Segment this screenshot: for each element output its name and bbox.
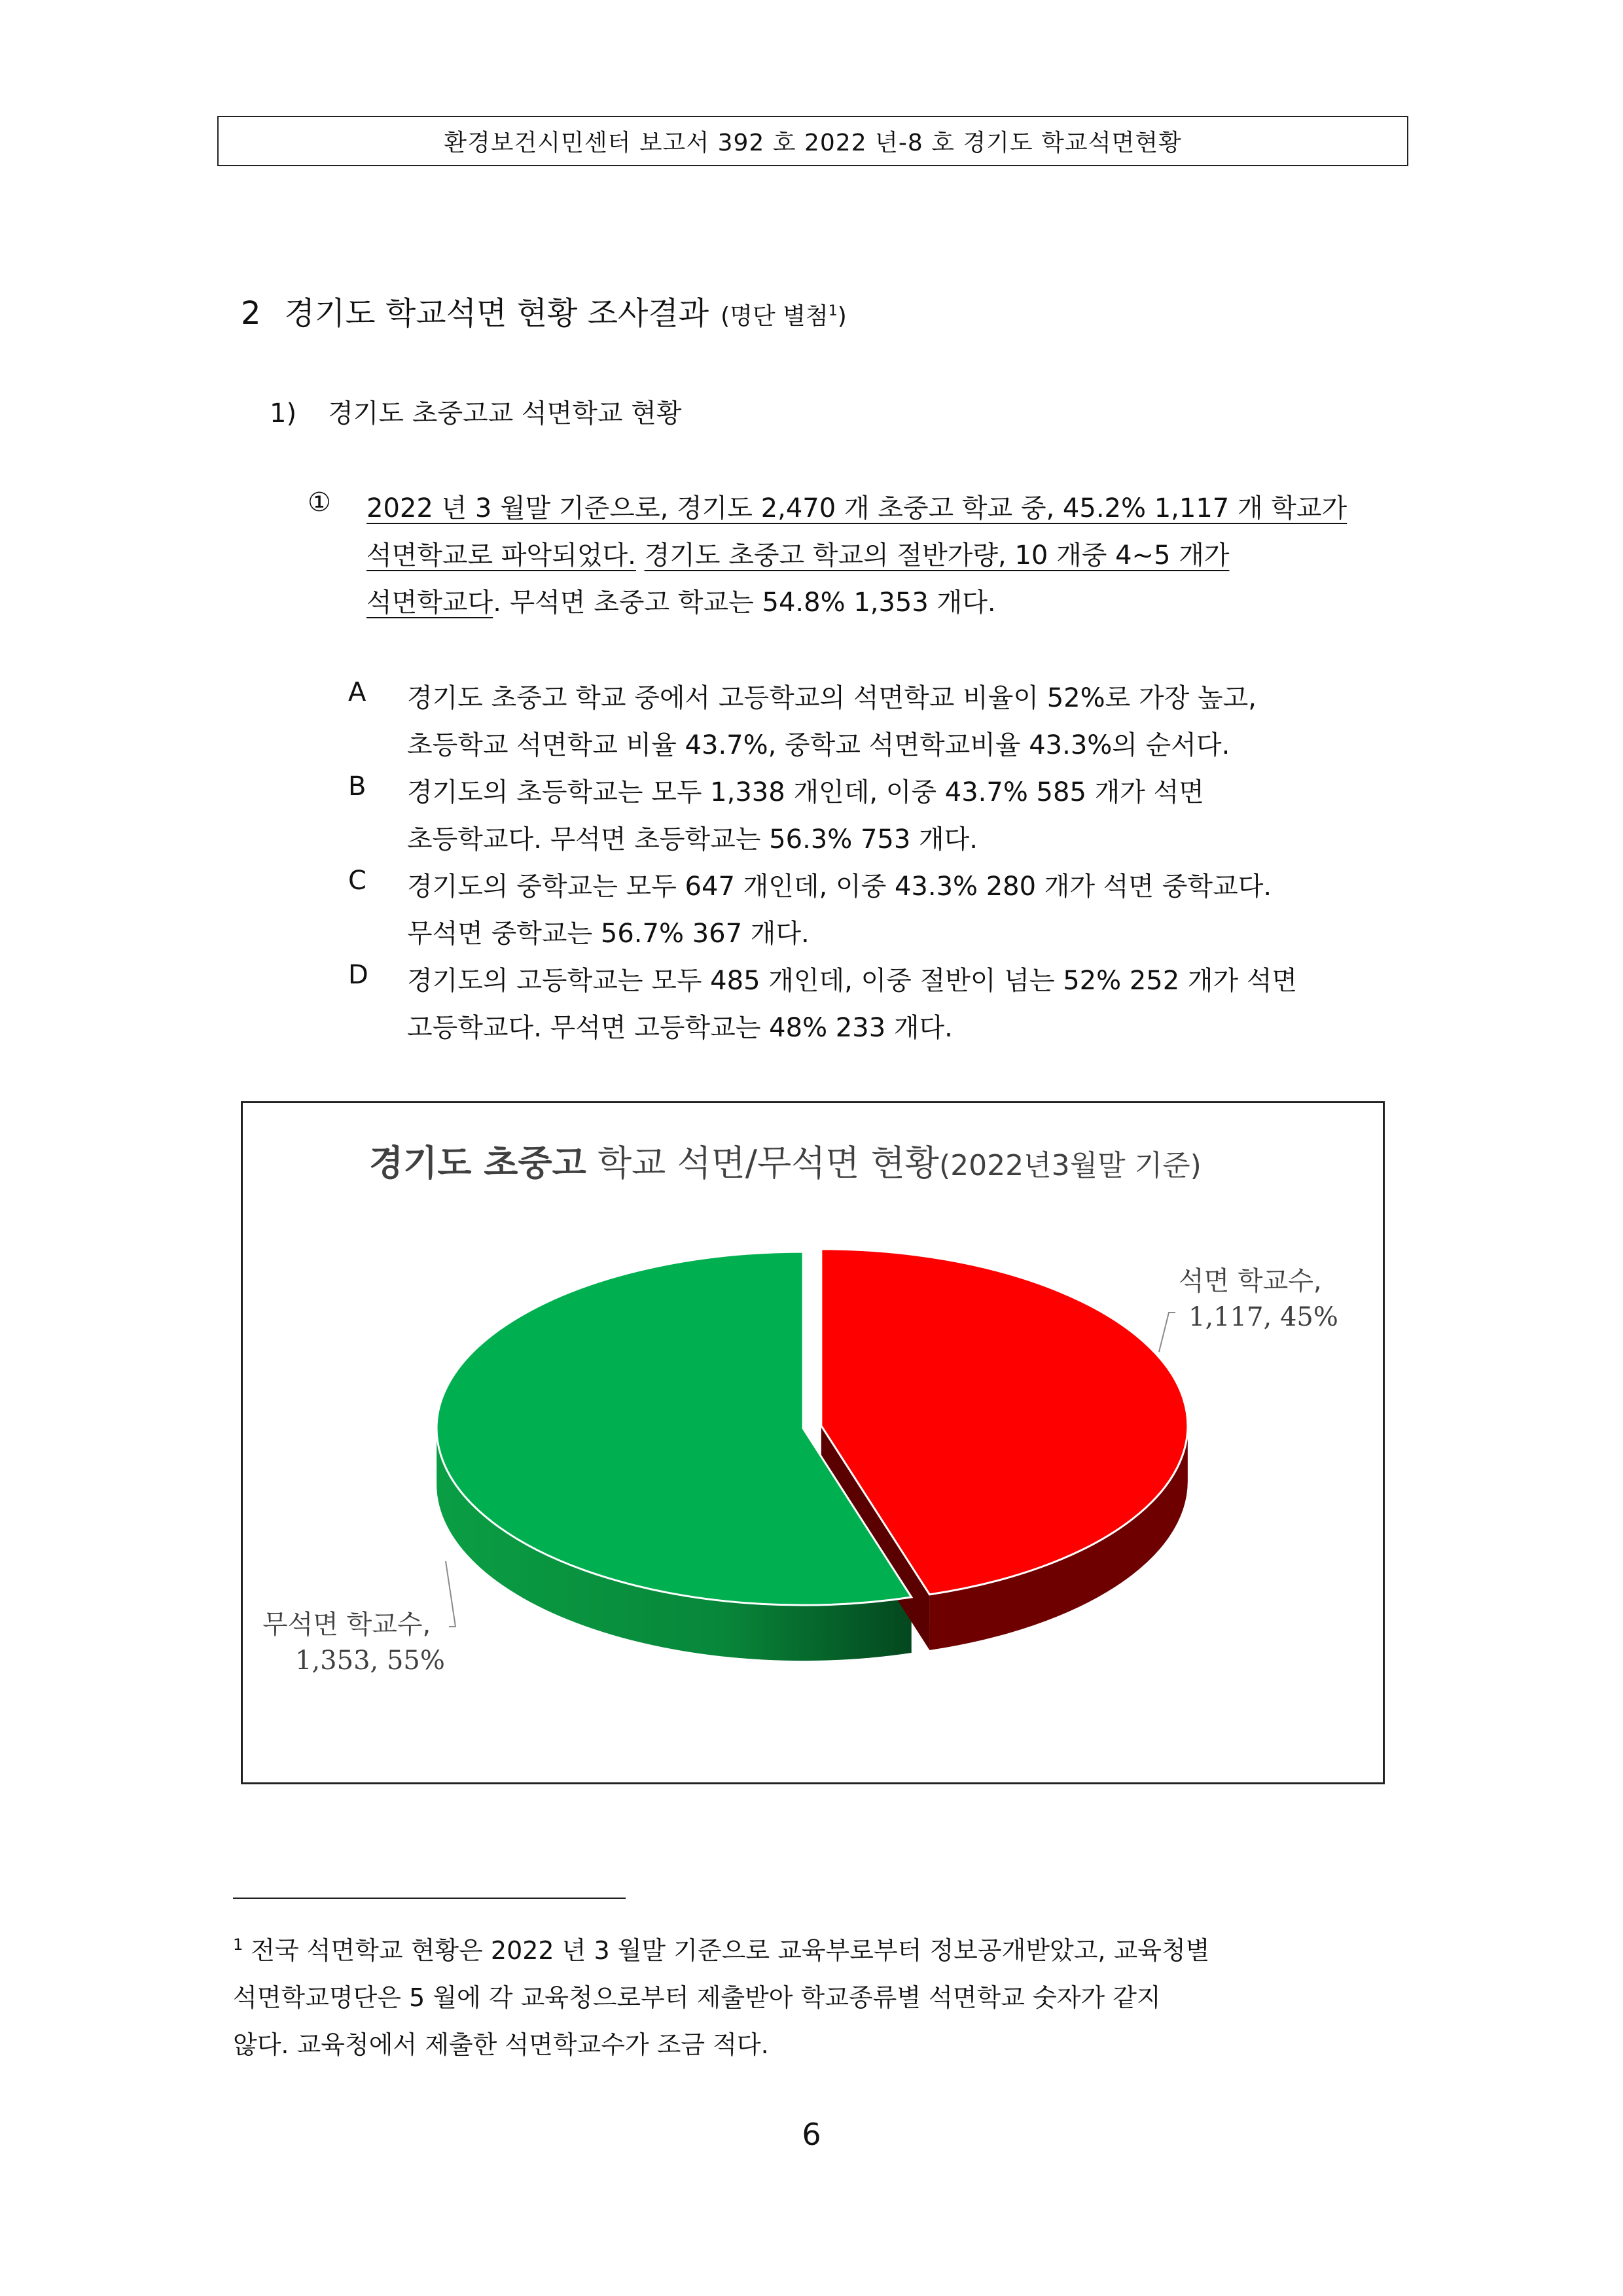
summary-line-1 [366,487,1414,525]
subsection-title-text: 경기도 초중고교 석면학교 현황 [328,398,682,429]
slice-value-asbestos: 1,117, 45% [1188,1302,1338,1332]
chart-title-rest: 학교 석면/무석면 현황 [586,1142,939,1184]
subsection-number: 1) [270,398,297,429]
summary-line-1-text: 2022 년 3 월말 기준으로, 경기도 2,470 개 초중고 학교 중, 45.2% 1,117 개 학교가 [366,493,1347,523]
section-title-text: 경기도 학교석면 현황 조사결과 [284,295,709,332]
item-letter-a: A [348,677,366,707]
slice-value-nonasbestos: 1,353, 55% [295,1646,445,1676]
circled-number-mark: ① [308,487,331,518]
leader-line-nonasbestos [446,1561,455,1627]
item-b-line-2: 초등학교다. 무석면 초등학교는 56.3% 753 개다. [407,824,978,855]
item-letter-d: D [348,960,368,990]
pie-chart-frame [241,1101,1385,1784]
item-d-line-1: 경기도의 고등학교는 모두 485 개인데, 이중 절반이 넘는 52% 252 개가 석면 [407,966,1298,996]
item-c-line-1: 경기도의 중학교는 모두 647 개인데, 이중 43.3% 280 개가 석면 중학교다. [407,872,1272,902]
section-subtitle-text: (명단 별첨 [721,303,829,330]
item-a-line-1: 경기도 초중고 학교 중에서 고등학교의 석면학교 비율이 52%로 가장 높고, [407,683,1257,713]
footnote-line-1-text: 전국 석면학교 현황은 2022 년 3 월말 기준으로 교육부로부터 정보공개받았고, 교육청별 [251,1936,1210,1965]
item-letter-b: B [348,771,366,802]
summary-line-2 [366,535,1414,572]
footnote-divider [233,1898,626,1899]
section-subtitle [721,303,847,330]
leader-line-asbestos [1159,1313,1175,1352]
summary-line-3 [366,582,1414,619]
section-subtitle-close: ) [837,303,847,330]
summary-line-3b: . 무석면 초중고 학교는 54.8% 1,353 개다. [493,588,996,618]
section-title [241,288,847,333]
summary-line-3a: 석면학교다 [366,588,493,618]
chart-title-bold: 경기도 초중고 [369,1142,586,1184]
item-c-line-2: 무석면 중학교는 56.7% 367 개다. [407,919,810,949]
item-b-line-1: 경기도의 초등학교는 모두 1,338 개인데, 이중 43.7% 585 개가 석면 [407,777,1204,807]
subsection-title [270,393,682,430]
footnote-line-3: 않다. 교육청에서 제출한 석면학교수가 조금 적다. [233,2030,769,2059]
report-header [217,116,1408,166]
footnote-ref[interactable]: 1 [828,303,838,319]
slice-label-asbestos: 석면 학교수, [1179,1266,1322,1296]
chart-title [369,1142,1202,1184]
footnote-mark: 1 [233,1935,243,1954]
footnote-line-1 [233,1930,1411,1966]
chart-title-small: (2022년3월말 기준) [938,1149,1202,1182]
item-letter-c: C [348,866,366,896]
summary-line-2b: 경기도 초중고 학교의 절반가량, 10 개중 4~5 개가 [644,540,1230,571]
item-a-line-2: 초등학교 석면학교 비율 43.7%, 중학교 석면학교비율 43.3%의 순서다. [407,730,1230,760]
report-header-text: 환경보건시민센터 보고서 392 호 2022 년-8 호 경기도 학교석면현황 [444,130,1182,156]
section-number: 2 [241,295,261,332]
page-number: 6 [802,2117,821,2152]
footnote-line-2: 석면학교명단은 5 월에 각 교육청으로부터 제출받아 학교종류별 석면학교 숫자가 같지 [233,1983,1161,2012]
pie-chart [243,1103,1383,1782]
item-d-line-2: 고등학교다. 무석면 고등학교는 48% 233 개다. [407,1013,953,1043]
summary-line-2a: 석면학교로 파악되었다. [366,540,636,571]
slice-label-nonasbestos: 무석면 학교수, [262,1610,431,1640]
